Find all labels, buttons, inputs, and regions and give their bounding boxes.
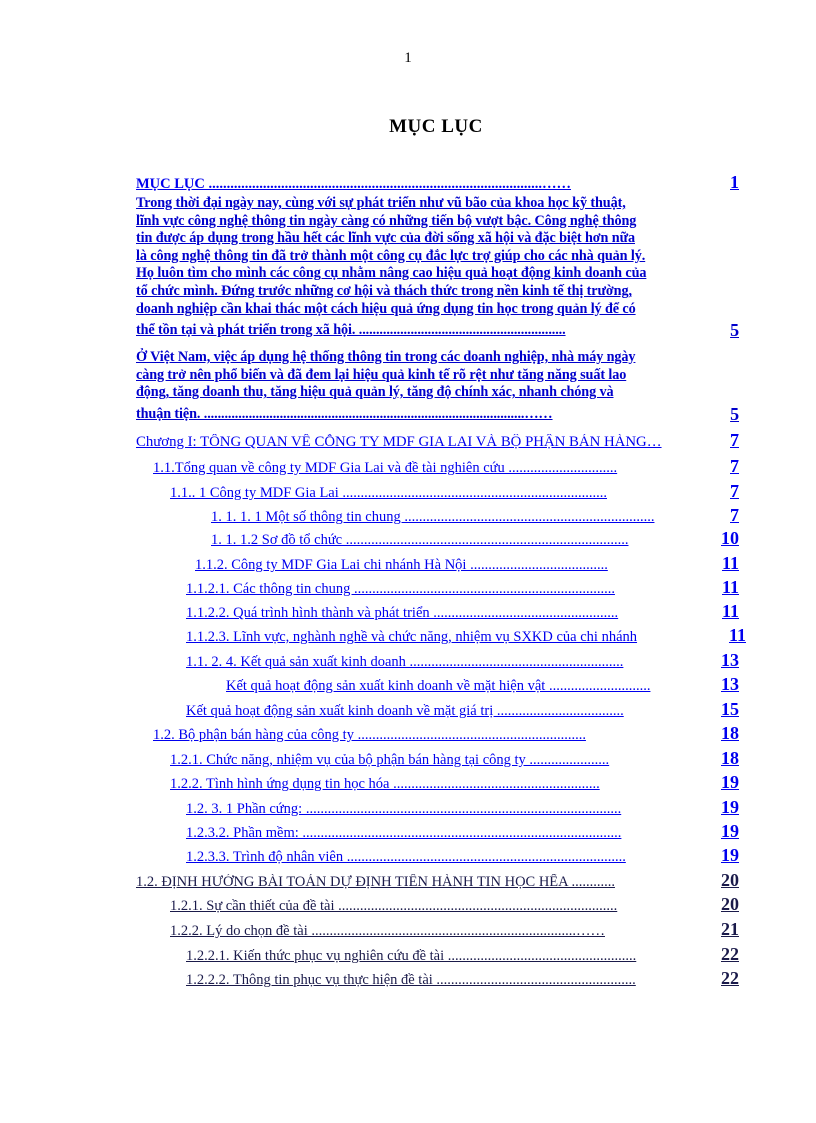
toc-entry-text[interactable]: 1.2.3.2. Phần mềm: ........................................................................................ <box>186 825 622 842</box>
toc-entry-page[interactable]: 10 <box>721 528 739 548</box>
toc-entry-text[interactable]: 1.2. Bộ phận bán hàng của công ty ............................................................... <box>153 727 586 744</box>
toc-entry-1-1-2-4[interactable] <box>186 650 739 671</box>
toc-entry-1-2[interactable] <box>153 723 739 744</box>
toc-entry-page[interactable]: 19 <box>721 821 739 841</box>
toc-entry-text[interactable]: 1. 1. 1.2 Sơ đồ tổ chức .............................................................................. <box>211 532 629 549</box>
toc-entry-page[interactable]: 18 <box>721 723 739 743</box>
toc-entry-page[interactable]: 22 <box>721 944 739 964</box>
toc-entry-text[interactable]: 1.1.2.1. Các thông tin chung ........................................................................ <box>186 581 615 598</box>
toc-entry-1-1[interactable] <box>153 456 739 477</box>
toc-entry-1-2-1[interactable] <box>170 748 739 769</box>
toc-entry-text[interactable]: 1.2.2. Tình hình ứng dụng tin học hóa ......................................................... <box>170 776 600 793</box>
toc-entry-text[interactable]: 1. 1. 1. 1 Một số thông tin chung ..................................................................... <box>211 509 655 526</box>
toc-entry-text[interactable]: 1.2.2.1. Kiến thức phục vụ nghiên cứu đề tài .................................................... <box>186 948 637 965</box>
toc-entry-text[interactable]: 1.1.2.3. Lĩnh vực, nghành nghề và chức năng, nhiệm vụ SXKD của chi nhánh <box>186 629 638 646</box>
toc-entry-text[interactable]: 1.2. 3. 1 Phần cứng: ....................................................................................... <box>186 801 622 818</box>
toc-entry-page[interactable]: 19 <box>721 772 739 792</box>
toc-entry-page[interactable]: 22 <box>721 968 739 988</box>
paragraph-line: lĩnh vực công nghệ thông tin ngày càng có những tiến bộ vượt bậc. Công nghệ thông <box>136 212 637 229</box>
toc-entry-ket-qua-gia-tri[interactable] <box>186 699 739 720</box>
toc-entry-page[interactable]: 11 <box>728 625 746 645</box>
toc-entry-1-1-1[interactable] <box>170 481 739 502</box>
toc-entry-page[interactable]: 7 <box>730 505 739 525</box>
paragraph-line: động, tăng doanh thu, tăng hiệu quả quản lý, tăng độ chính xác, nhanh chóng và <box>136 384 614 401</box>
toc-entry-text[interactable]: 1.2.3.3. Trình độ nhân viên ............................................................................. <box>186 849 626 866</box>
toc-entry-intro-paragraph-2[interactable] <box>136 349 739 423</box>
toc-entry-page[interactable]: 11 <box>721 553 739 573</box>
page-number: 1 <box>404 50 412 66</box>
toc-entry-text[interactable]: 1.2.2. Lý do chọn đề tài .........................................................................…… <box>170 923 605 940</box>
toc-entry-2-2-1[interactable] <box>186 944 739 965</box>
toc-entry-text[interactable]: Kết quả hoạt động sản xuất kinh doanh về mặt giá trị ................................... <box>186 703 624 720</box>
toc-entry-1-1-1-1[interactable] <box>211 505 739 526</box>
toc-entry-ket-qua-hien-vat[interactable] <box>226 674 739 695</box>
toc-entry-page[interactable]: 19 <box>721 845 739 865</box>
toc-entry-chapter-1[interactable] <box>136 430 739 451</box>
paragraph-line: thuận tiện. .............................................................................................…… <box>136 405 553 422</box>
toc-entry-page[interactable]: 15 <box>721 699 739 719</box>
paragraph-line: tin được áp dụng trong hầu hết các lĩnh vực của đời sống xã hội và đặc biệt hơn nữa <box>136 230 635 247</box>
toc-entry-text[interactable]: MỤC LỤC ............................................................................................…… <box>136 176 571 193</box>
toc-entry-text[interactable]: Chương I: TỔNG QUAN VỀ CỖNG TY MDF GIA LAI VÀ BỘ PHẬN BÁN HÀNG… <box>136 433 662 450</box>
toc-entry-1-2-3-3[interactable] <box>186 845 739 866</box>
paragraph-line: Họ luôn tìm cho mình các công cụ nhằm nâng cao hiệu quả hoạt động kinh doanh của <box>136 265 647 282</box>
toc-entry-text[interactable]: 1.2.1. Chức năng, nhiệm vụ của bộ phận bán hàng tại công ty ...................... <box>170 752 610 769</box>
toc-entry-text[interactable]: 1.1.Tổng quan về công ty MDF Gia Lai và đề tài nghiên cứu .............................. <box>153 460 618 477</box>
toc-entry-page[interactable]: 5 <box>730 320 739 341</box>
toc-entry-page[interactable]: 1 <box>730 172 739 192</box>
toc-entry-page[interactable]: 18 <box>721 748 739 768</box>
toc-entry-intro-paragraph-1[interactable] <box>136 195 739 340</box>
toc-entry-page[interactable]: 21 <box>721 919 739 939</box>
toc-entry-text[interactable]: 1.2.1. Sự cần thiết của đề tài ............................................................................. <box>170 898 618 915</box>
paragraph-line: càng trở nên phổ biến và đã đem lại hiệu quả kinh tế rõ rệt như tăng năng suất lao <box>136 366 627 383</box>
toc-entry-1-2-3-2[interactable] <box>186 821 739 842</box>
toc-entry-page[interactable]: 11 <box>721 601 739 621</box>
paragraph-line: thể tồn tại và phát triển trong xã hội. ............................................................ <box>136 322 566 339</box>
paragraph-line: doanh nghiệp cần khai thác một cách hiệu quả ứng dụng tin học trong quản lý để có <box>136 300 636 317</box>
toc-entry-2-1[interactable] <box>170 894 739 915</box>
toc-entry-1-2-2[interactable] <box>170 772 739 793</box>
toc-entry-page[interactable]: 7 <box>730 481 739 501</box>
page-title: MỤC LỤC <box>389 116 483 137</box>
toc-entry-text[interactable]: 1.2.2.2. Thông tin phục vụ thực hiện đề tài ....................................................... <box>186 972 636 989</box>
toc-entry-page[interactable]: 5 <box>730 403 739 424</box>
toc-entry-page[interactable]: 7 <box>730 456 739 476</box>
toc-entry-page[interactable]: 11 <box>721 577 739 597</box>
toc-entry-1-1-2-2[interactable] <box>186 601 739 622</box>
toc-entry-page[interactable]: 7 <box>730 430 739 450</box>
toc-entry-2-2[interactable] <box>170 919 739 940</box>
toc-entry-text[interactable]: Kết quả hoạt động sản xuất kinh doanh về mặt hiện vật ............................ <box>226 678 651 695</box>
toc-entry-page[interactable]: 19 <box>721 797 739 817</box>
toc-entry-1-1-2[interactable] <box>195 553 739 574</box>
toc-entry-text[interactable]: 1.1.2.2. Quá trình hình thành và phát triển ................................................... <box>186 605 619 622</box>
toc-entry-1-2-3-1[interactable] <box>186 797 739 818</box>
paragraph-line: là công nghệ thông tin đã trở thành một công cụ đắc lực trợ giúp cho các nhà quản lý. <box>136 247 646 264</box>
toc-entry-page[interactable]: 20 <box>721 870 739 890</box>
toc-entry-1-1-1-2[interactable] <box>211 528 739 549</box>
paragraph-line: Ở Việt Nam, việc áp dụng hệ thống thông tin trong các doanh nghiệp, nhà máy ngày <box>136 349 636 365</box>
toc-entry-page[interactable]: 13 <box>721 650 739 670</box>
toc-entry-text[interactable]: 1.1.2. Công ty MDF Gia Lai chi nhánh Hà Nội ...................................... <box>195 557 608 574</box>
toc-entry-1-1-2-3[interactable] <box>186 625 746 646</box>
toc-entry-page[interactable]: 20 <box>721 894 739 914</box>
toc-entry-page[interactable]: 13 <box>721 674 739 694</box>
toc-entry-muc-luc[interactable] <box>136 172 739 193</box>
toc-entry-2-2-2[interactable] <box>186 968 739 989</box>
paragraph-line: tổ chức mình. Đứng trước những cơ hội và thách thức trong nền kinh tế thị trường, <box>136 282 632 299</box>
toc-entry-text[interactable]: 1.1.. 1 Công ty MDF Gia Lai ......................................................................... <box>170 485 608 502</box>
toc-entry-text[interactable]: 1.1. 2. 4. Kết quả sản xuất kinh doanh ........................................................... <box>186 654 624 671</box>
toc-entry-dinh-huong[interactable] <box>136 870 739 891</box>
paragraph-line: Trong thời đại ngày nay, cùng với sự phát triển như vũ bão của khoa học kỹ thuật, <box>136 195 626 211</box>
toc-entry-1-1-2-1[interactable] <box>186 577 739 598</box>
toc-entry-text[interactable]: 1.2. ĐỊNH HƯỚNG BÀI TOÁN DỰ ĐỊNH TIẾN HÀNH TIN HỌC HỂA ............ <box>136 874 615 891</box>
